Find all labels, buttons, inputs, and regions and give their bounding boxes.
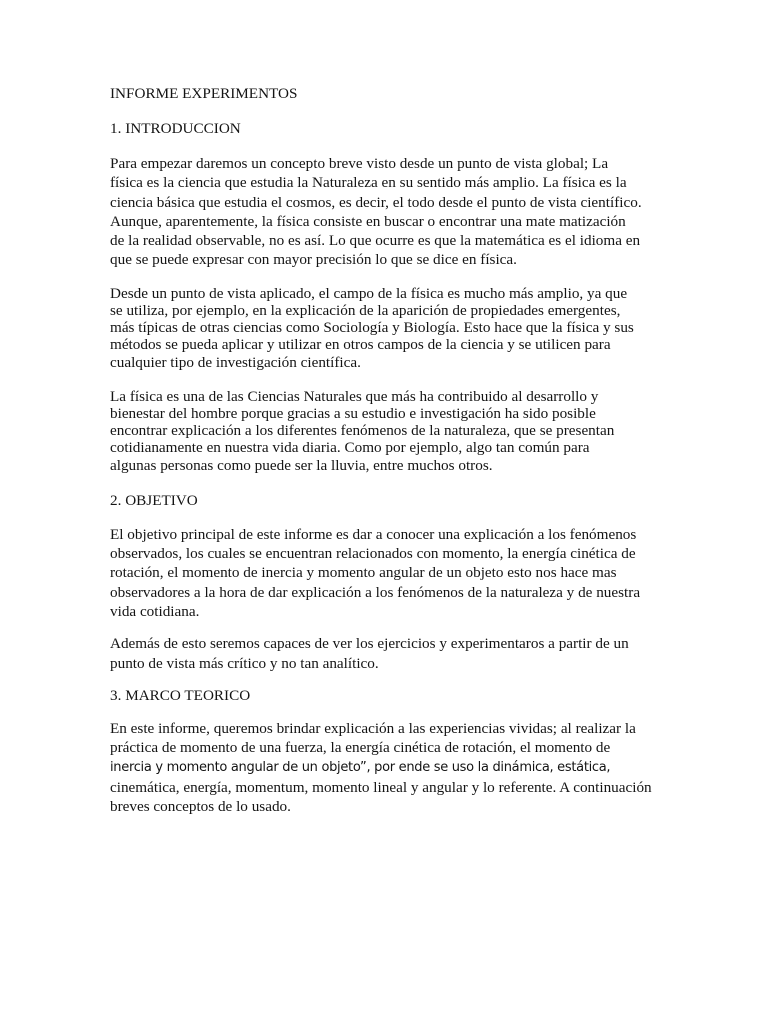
document-title: INFORME EXPERIMENTOS (110, 85, 298, 102)
objetivo-paragraph-1: El objetivo principal de este informe es dar a conocer una explicación a los fenómenos observados, los cuales se encuentran relacionados con momento, la energía cinética de rotación, el momento de inercia y momento angular de un objeto esto nos hace mas observadores a la hora de dar explicación a los fenómenos de la naturaleza y de nuestra vida cotidiana. (110, 525, 641, 620)
intro-paragraph-2: Desde un punto de vista aplicado, el campo de la física es mucho más amplio, ya que se utiliza, por ejemplo, en la explicación de la aparición de propiedades emergentes, más típicas de otras ciencias como Sociología y Biología. Esto hace que la física y sus métodos se pueda aplicar y utilizar en otros campos de la ciencia y se utilicen para cualquier tipo de investigación científica. (110, 284, 634, 371)
section-heading-objetivo: 2. OBJETIVO (110, 491, 198, 509)
section-heading-marco-teorico: 3. MARCO TEORICO (110, 686, 251, 704)
marco-teorico-paragraph (110, 719, 654, 816)
marco-teorico-text-part-1: En este informe, queremos brindar explicación a las experiencias vividas; al realizar la práctica de momento de una fuerza, la energía cinética de rotación, el momento de (110, 719, 636, 757)
marco-teorico-text-part-3: cinemática, energía, momentum, momento lineal y angular y lo referente. A continuación breves conceptos de lo usado. (110, 778, 652, 816)
intro-paragraph-1: Para empezar daremos un concepto breve visto desde un punto de vista global; La física es la ciencia que estudia la Naturaleza en su sentido más amplio. La física es la ciencia básica que estudia el cosmos, es decir, el todo desde el punto de vista científico. Aunque, aparentemente, la física consiste en buscar o encontrar una mate matización de la realidad observable, no es así. Lo que ocurre es que la matemática es el idioma en que se puede expresar con mayor precisión lo que se dice en física. (110, 155, 642, 269)
intro-paragraph-3: La física es una de las Ciencias Naturales que más ha contribuido al desarrollo y bienestar del hombre porque gracias a su estudio e investigación ha sido posible encontrar explicación a los diferentes fenómenos de la naturaleza, que se presentan cotidianamente en nuestra vida diaria. Como por ejemplo, algo tan común para algunas personas como puede ser la lluvia, entre muchos otros. (110, 387, 615, 474)
section-heading-introduccion: 1. INTRODUCCION (110, 120, 241, 137)
document-page (110, 84, 660, 816)
marco-teorico-text-part-2: inercia y momento angular de un objeto”, por ende se uso la dinámica, estática, (110, 760, 611, 776)
objetivo-paragraph-2: Además de esto seremos capaces de ver los ejercicios y experimentaros a partir de un punto de vista más crítico y no tan analítico. (110, 635, 629, 672)
